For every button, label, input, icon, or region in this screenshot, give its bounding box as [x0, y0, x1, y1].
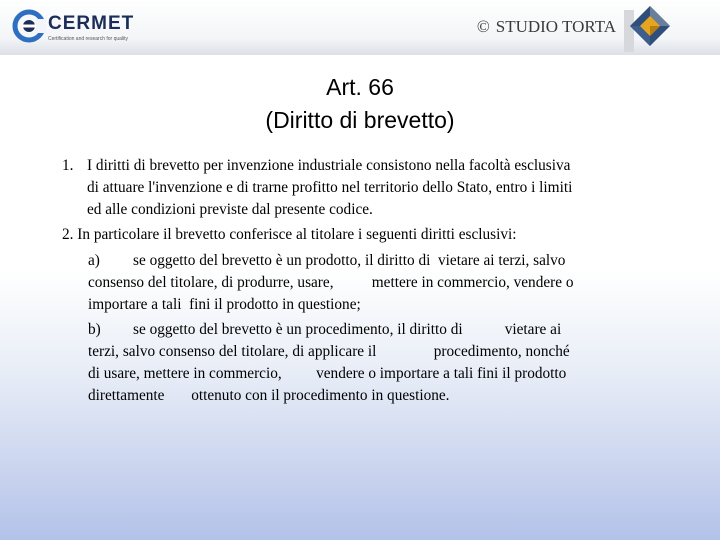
item-1-line-1: I diritti di brevetto per invenzione industriale consistono nella facoltà esclusiva: [87, 157, 571, 174]
sub-a-line-3: importare a tali fini il prodotto in questione;: [88, 296, 361, 313]
item-1-line-2: di attuare l'invenzione e di trarne profitto nel territorio dello Stato, entro i limiti: [87, 179, 573, 196]
sub-b-line-1: se oggetto del brevetto è un procedimento, il diritto di vietare ai: [133, 321, 562, 338]
copyright-symbol: ©: [476, 17, 490, 36]
logo-wordmark: CERMET: [48, 13, 135, 34]
article-subtitle: (Diritto di brevetto): [265, 107, 455, 133]
item-1-line-3: ed alle condizioni previste dal presente codice.: [87, 201, 373, 218]
studio-name: STUDIO TORTA: [495, 17, 616, 36]
sub-b-label: b): [88, 321, 101, 338]
sub-a-line-2: consenso del titolare, di produrre, usare, mettere in commercio, vendere o: [88, 274, 574, 291]
item-1-number: 1.: [62, 157, 74, 174]
sub-b-line-2: terzi, salvo consenso del titolare, di applicare il procedimento, nonché: [88, 343, 570, 360]
sub-a-label: a): [88, 252, 100, 269]
sub-b-line-4: direttamente ottenuto con il procedimento in questione.: [88, 387, 450, 404]
item-2-line-1: 2. In particolare il brevetto conferisce al titolare i seguenti diritti esclusivi:: [62, 226, 517, 243]
sub-a-line-1: se oggetto del brevetto è un prodotto, il diritto di vietare ai terzi, salvo: [133, 252, 566, 269]
logo-tagline: Certification and research for quality: [48, 36, 129, 42]
sub-b-line-3: di usare, mettere in commercio, vendere o importare a tali fini il prodotto: [88, 365, 567, 382]
article-title: Art. 66: [326, 74, 394, 100]
